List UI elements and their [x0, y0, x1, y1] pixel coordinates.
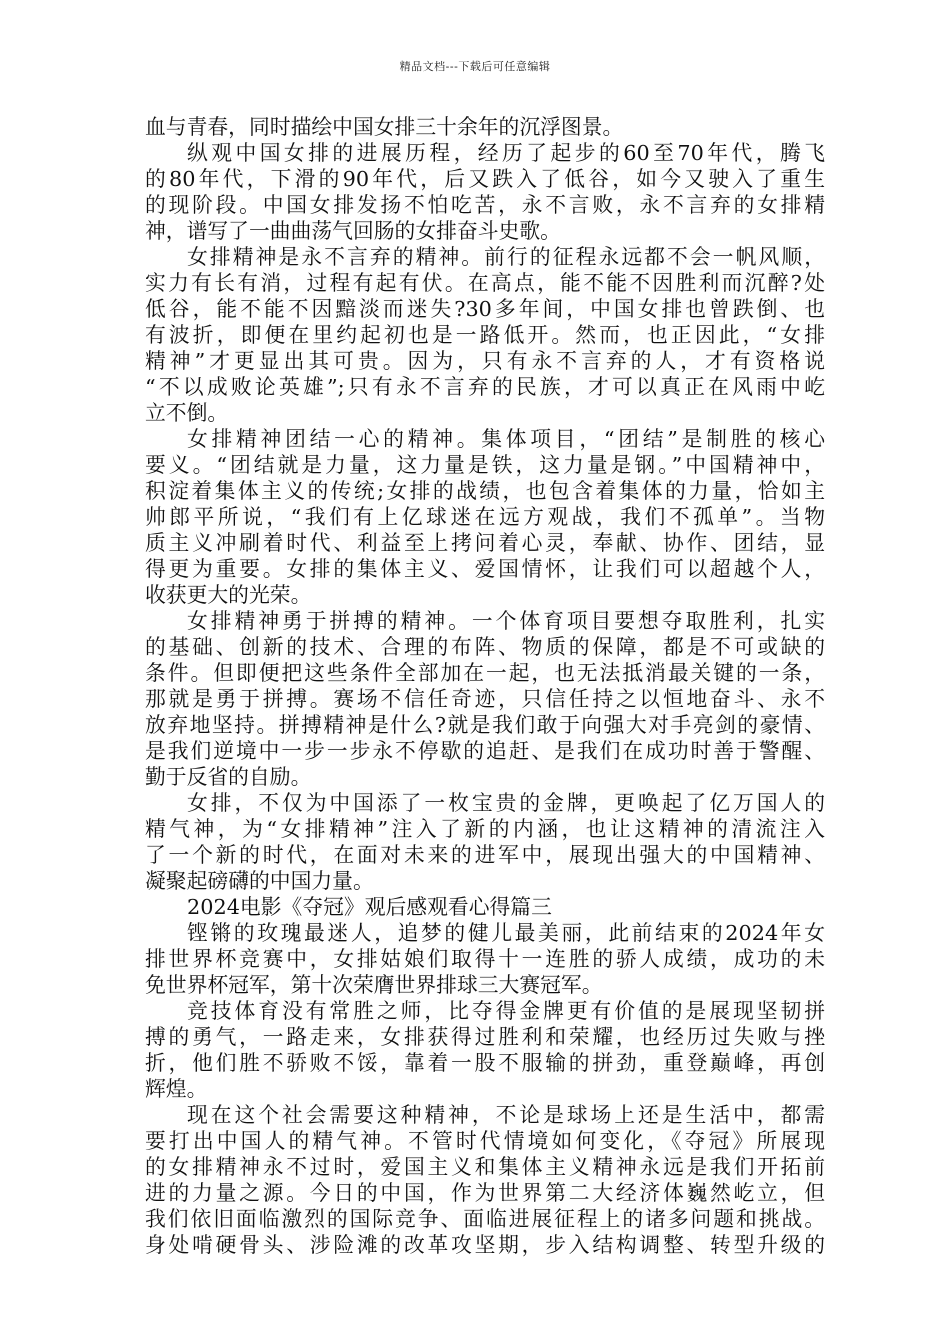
text-line: 得更为重要。女排的集体主义、爱国情怀，让我们可以超越个人，: [145, 557, 825, 581]
text-line: 的80年代，下滑的90年代，后又跌入了低谷，如今又驶入了重生: [145, 167, 825, 191]
text-line: 低谷，能不能不因黯淡而迷失?30多年间，中国女排也曾跌倒、也: [145, 297, 825, 321]
text-line: 精神”才更显出其可贵。因为，只有永不言弃的人，才有资格说: [145, 349, 825, 373]
text-line: 女排精神团结一心的精神。集体项目，“团结”是制胜的核心: [187, 427, 825, 451]
page-header: 精品文档---下载后可任意编辑: [399, 60, 551, 73]
document-body: [145, 114, 825, 1258]
text-line: 是我们逆境中一步一步永不停歇的追赶、是我们在成功时善于警醒、: [145, 739, 825, 763]
text-line: 那就是勇于拼搏。赛场不信任奇迹，只信任持之以恒地奋斗、永不: [145, 687, 825, 711]
text-line: 血与青春，同时描绘中国女排三十余年的沉浮图景。: [145, 115, 624, 139]
text-line: 铿锵的玫瑰最迷人，追梦的健儿最美丽，此前结束的2024年女: [187, 921, 825, 945]
text-line: 凝聚起磅礴的中国力量。: [145, 869, 374, 893]
text-line: 的基础、创新的技术、合理的布阵、物质的保障，都是不可或缺的: [145, 635, 825, 659]
text-line: 立不倒。: [145, 401, 229, 425]
text-line: 条件。但即便把这些条件全部加在一起，也无法抵消最关键的一条，: [145, 661, 825, 685]
text-line: 帅郎平所说，“我们有上亿球迷在远方观战，我们不孤单”。当物: [145, 505, 825, 529]
text-line: 女排精神是永不言弃的精神。前行的征程永远都不会一帆风顺，: [187, 245, 825, 269]
text-line: 竞技体育没有常胜之师，比夺得金牌更有价值的是展现坚韧拼: [187, 999, 825, 1023]
text-line: 纵观中国女排的进展历程，经历了起步的60至70年代，腾飞: [187, 141, 825, 165]
text-line: 放弃地坚持。拼搏精神是什么?就是我们敢于向强大对手亮剑的豪情、: [145, 713, 825, 737]
text-line: 免世界杯冠军，第十次荣膺世界排球三大赛冠军。: [145, 973, 603, 997]
text-line: 搏的勇气，一路走来，女排获得过胜利和荣耀，也经历过失败与挫: [145, 1025, 825, 1049]
text-line: 勤于反省的自励。: [145, 765, 312, 789]
text-line: 积淀着集体主义的传统;女排的战绩，也包含着集体的力量，恰如主: [145, 479, 825, 503]
text-line: 的现阶段。中国女排发扬不怕吃苦，永不言败，永不言弃的女排精: [145, 193, 825, 217]
text-line: 精气神，为“女排精神”注入了新的内涵，也让这精神的清流注入: [145, 817, 825, 841]
text-line: 要义。“团结就是力量，这力量是铁，这力量是钢。”中国精神中，: [145, 453, 825, 477]
text-line: 折，他们胜不骄败不馁，靠着一股不服输的拼劲，重登巅峰，再创: [145, 1051, 825, 1075]
text-line: 女排精神勇于拼搏的精神。一个体育项目要想夺取胜利，扎实: [187, 609, 825, 633]
text-line: 的女排精神永不过时，爱国主义和集体主义精神永远是我们开拓前: [145, 1155, 825, 1179]
text-line: “不以成败论英雄”;只有永不言弃的民族，才可以真正在风雨中屹: [145, 375, 825, 399]
section-heading: 2024电影《夺冠》观后感观看心得篇三: [187, 895, 552, 919]
text-line: 身处啃硬骨头、涉险滩的改革攻坚期，步入结构调整、转型升级的: [145, 1233, 825, 1257]
text-line: 了一个新的时代，在面对未来的进军中，展现出强大的中国精神、: [145, 843, 825, 867]
text-line: 实力有长有消，过程有起有伏。在高点，能不能不因胜利而沉醉?处: [145, 271, 825, 295]
text-line: 进的力量之源。今日的中国，作为世界第二大经济体巍然屹立，但: [145, 1181, 825, 1205]
text-line: 女排，不仅为中国添了一枚宝贵的金牌，更唤起了亿万国人的: [187, 791, 825, 815]
text-line: 我们依旧面临激烈的国际竞争、面临进展征程上的诸多问题和挑战。: [145, 1207, 825, 1231]
text-line: 神，谱写了一曲曲荡气回肠的女排奋斗史歌。: [145, 219, 561, 243]
text-line: 排世界杯竞赛中，女排姑娘们取得十一连胜的骄人成绩，成功的未: [145, 947, 825, 971]
text-line: 现在这个社会需要这种精神，不论是球场上还是生活中，都需: [187, 1103, 825, 1127]
text-line: 辉煌。: [145, 1077, 208, 1101]
text-line: 有波折，即便在里约起初也是一路低开。然而，也正因此，“女排: [145, 323, 825, 347]
text-line: 质主义冲刷着时代、利益至上拷问着心灵，奉献、协作、团结，显: [145, 531, 825, 555]
text-line: 要打出中国人的精气神。不管时代情境如何变化，《夺冠》所展现: [145, 1129, 825, 1153]
text-line: 收获更大的光荣。: [145, 583, 312, 607]
